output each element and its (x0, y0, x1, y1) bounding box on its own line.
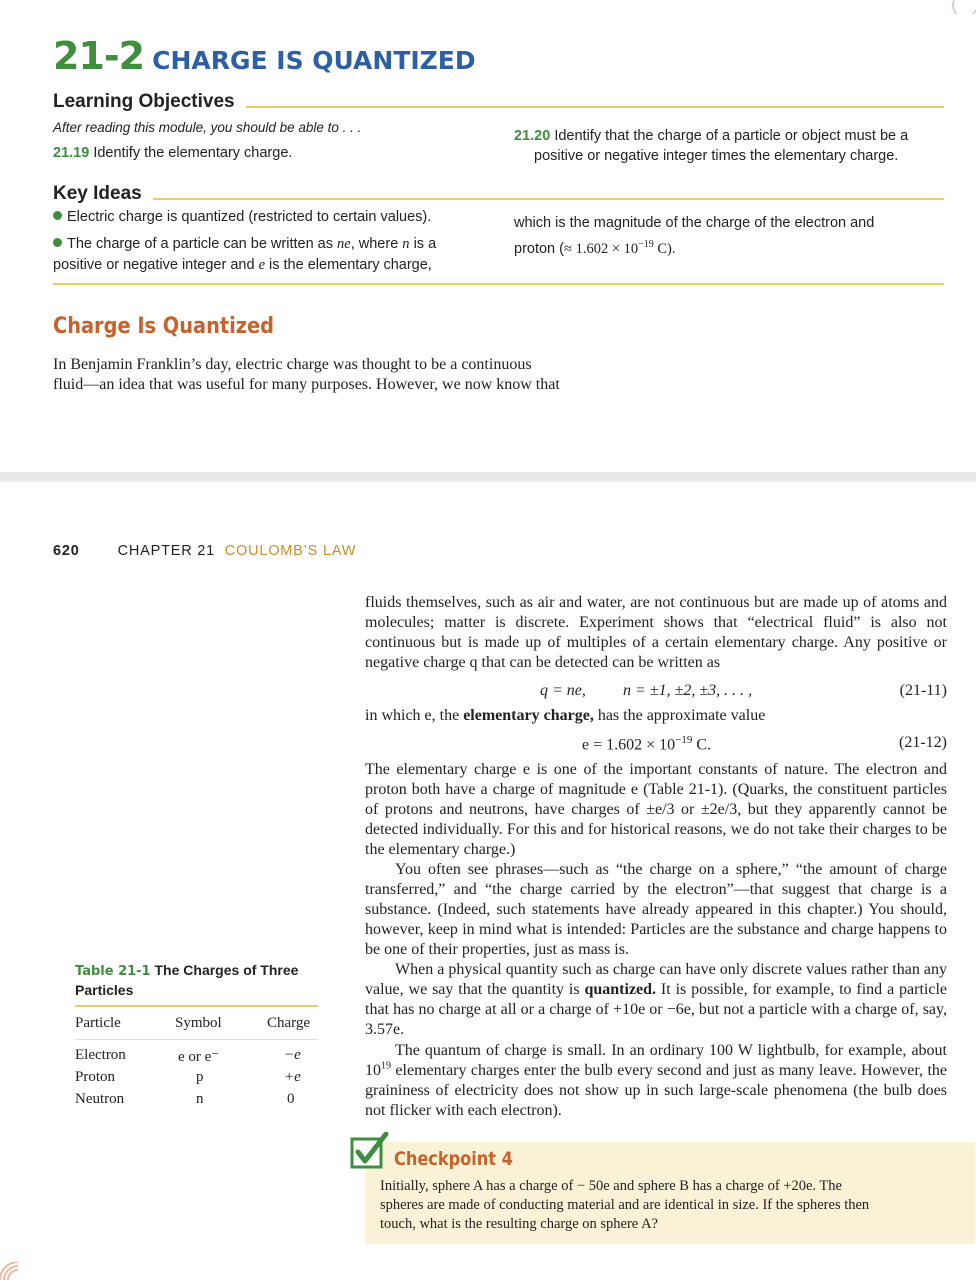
page-number: 620 (53, 543, 80, 559)
running-head (53, 543, 356, 559)
equation-expression: $e = 1.602 \times 10^{-19}$ C. (582, 734, 712, 754)
section-title: Charge Is Quantized (53, 314, 275, 339)
table-cell-charge: +e (284, 1069, 301, 1085)
table-cell-charge: 0 (287, 1091, 295, 1107)
table-cell-symbol: p (196, 1069, 204, 1085)
equation-expression: q = ne, (540, 682, 586, 699)
chapter-title: COULOMB’S LAW (224, 543, 357, 559)
table-header-rule (75, 1039, 318, 1040)
key-ideas-rule (153, 198, 944, 200)
objective-21-20 (514, 126, 908, 166)
module-name: CHARGE IS QUANTIZED (152, 46, 476, 75)
body-paragraph-3: The elementary charge e is one of the important constants of nature. The electron and proton both have a charge of magnitude e (Table 21-1). (Quarks, the constituent particles of protons and neutrons, have charges of ±e/3 or ±2e/3, but they apparently cannot be detected individually. For this and for historical reasons, we do not take their charges to be the elementary charge.) (365, 761, 947, 858)
equation-number: (21-11) (899, 682, 947, 699)
body-paragraph-6: The quantum of charge is small. In an ordinary 100 W lightbulb, for example, about $10^{19}$ elementary charges enter the bulb every second and just as many leave. However, the graininess of electricity does not show up in such large-scale phenomena (the bulb does not flicker with each electron). (365, 1042, 947, 1119)
objectives-rule (246, 106, 944, 108)
checkpoint-title: Checkpoint 4 (394, 1148, 513, 1170)
bullet-icon (53, 238, 62, 247)
key-ideas-bottom-rule (53, 283, 944, 285)
corner-decoration-icon (0, 1262, 40, 1280)
checkpoint-question: Initially, sphere A has a charge of − 50e and sphere B has a charge of +20e. The spheres are made of conducting material and are identical in size. If the spheres then touch, what is the resulting charge on sphere A? (380, 1178, 870, 1232)
equation-21-11 (365, 682, 947, 704)
module-title (53, 34, 476, 78)
table-top-rule (75, 1005, 318, 1007)
table-cell-particle: Proton (75, 1069, 116, 1085)
equation-condition: n = ±1, ±2, ±3, . . . , (623, 682, 753, 699)
checkmark-icon (350, 1132, 390, 1170)
objective-21-19 (53, 145, 292, 161)
table-header-symbol: Symbol (175, 1015, 222, 1031)
objective-text: Identify the elementary charge. (93, 145, 293, 161)
objective-number: 21.20 (514, 128, 551, 144)
objectives-intro: After reading this module, you should be able to . . . (53, 120, 362, 135)
key-idea-1: Electric charge is quantized (restricted to certain values). (53, 209, 431, 225)
table-cell-symbol: e or e⁻ (178, 1049, 220, 1065)
table-cell-charge: −e (284, 1047, 301, 1063)
table-cell-particle: Electron (75, 1047, 126, 1063)
table-header-charge: Charge (267, 1015, 311, 1031)
objective-number: 21.19 (53, 145, 90, 161)
objective-text-line1: Identify that the charge of a particle or object must be a (554, 128, 909, 144)
key-ideas-heading: Key Ideas (53, 183, 142, 204)
section-intro: In Benjamin Franklin’s day, electric charge was thought to be a continuous fluid—an idea that was useful for many purposes. However, we now know that (53, 356, 560, 393)
table-header-particle: Particle (75, 1015, 121, 1031)
bullet-icon (53, 211, 62, 220)
equation-number: (21-12) (899, 734, 947, 751)
table-label: Table 21-1 (75, 964, 151, 979)
table-cell-symbol: n (196, 1091, 204, 1107)
equation-21-12 (365, 734, 947, 756)
body-paragraph-4: You often see phrases—such as “the charge on a sphere,” “the amount of charge transferred,” and “the charge carried by the electron”—that suggest that charge is a substance. (Indeed, such statements have already appeared in this chapter.) You should, however, keep in mind what is intended: Particles are the substance and charge happens to be one of their properties, just as mass is. (365, 861, 947, 958)
page-separator (0, 472, 976, 482)
objective-text-line2: positive or negative integer times the elementary charge. (534, 148, 899, 164)
module-number: 21-2 (53, 34, 145, 78)
corner-decoration-icon (952, 0, 976, 14)
key-idea-2: The charge of a particle can be written as ne, where n is a positive or negative integer and e is the elementary charge, (53, 236, 437, 273)
key-idea-continued: which is the magnitude of the charge of the electron and proton (≈ $1.602 \times 10^{-19}$ C). (514, 215, 875, 257)
chapter-number: CHAPTER 21 (117, 543, 216, 559)
body-paragraph-5: When a physical quantity such as charge can have only discrete values rather than any value, we say that the quantity is quantized. It is possible, for example, to find a particle that has no charge at all or a charge of +10e or −6e, but not a particle with a charge of, say, 3.57e. (365, 961, 948, 1038)
learning-objectives-heading: Learning Objectives (53, 91, 235, 112)
body-paragraph-2: in which e, the elementary charge, has the approximate value (365, 707, 766, 724)
body-paragraph-1: fluids themselves, such as air and water, are not continuous but are made up of atoms and molecules; matter is discrete. Experiment shows that “electrical fluid” is also not continuous but is made up of multiples of a certain elementary charge. Any positive or negative charge q that can be detected can be written as (365, 594, 947, 671)
table-caption: Table 21-1 The Charges of Three Particles (75, 962, 299, 998)
table-cell-particle: Neutron (75, 1091, 125, 1107)
